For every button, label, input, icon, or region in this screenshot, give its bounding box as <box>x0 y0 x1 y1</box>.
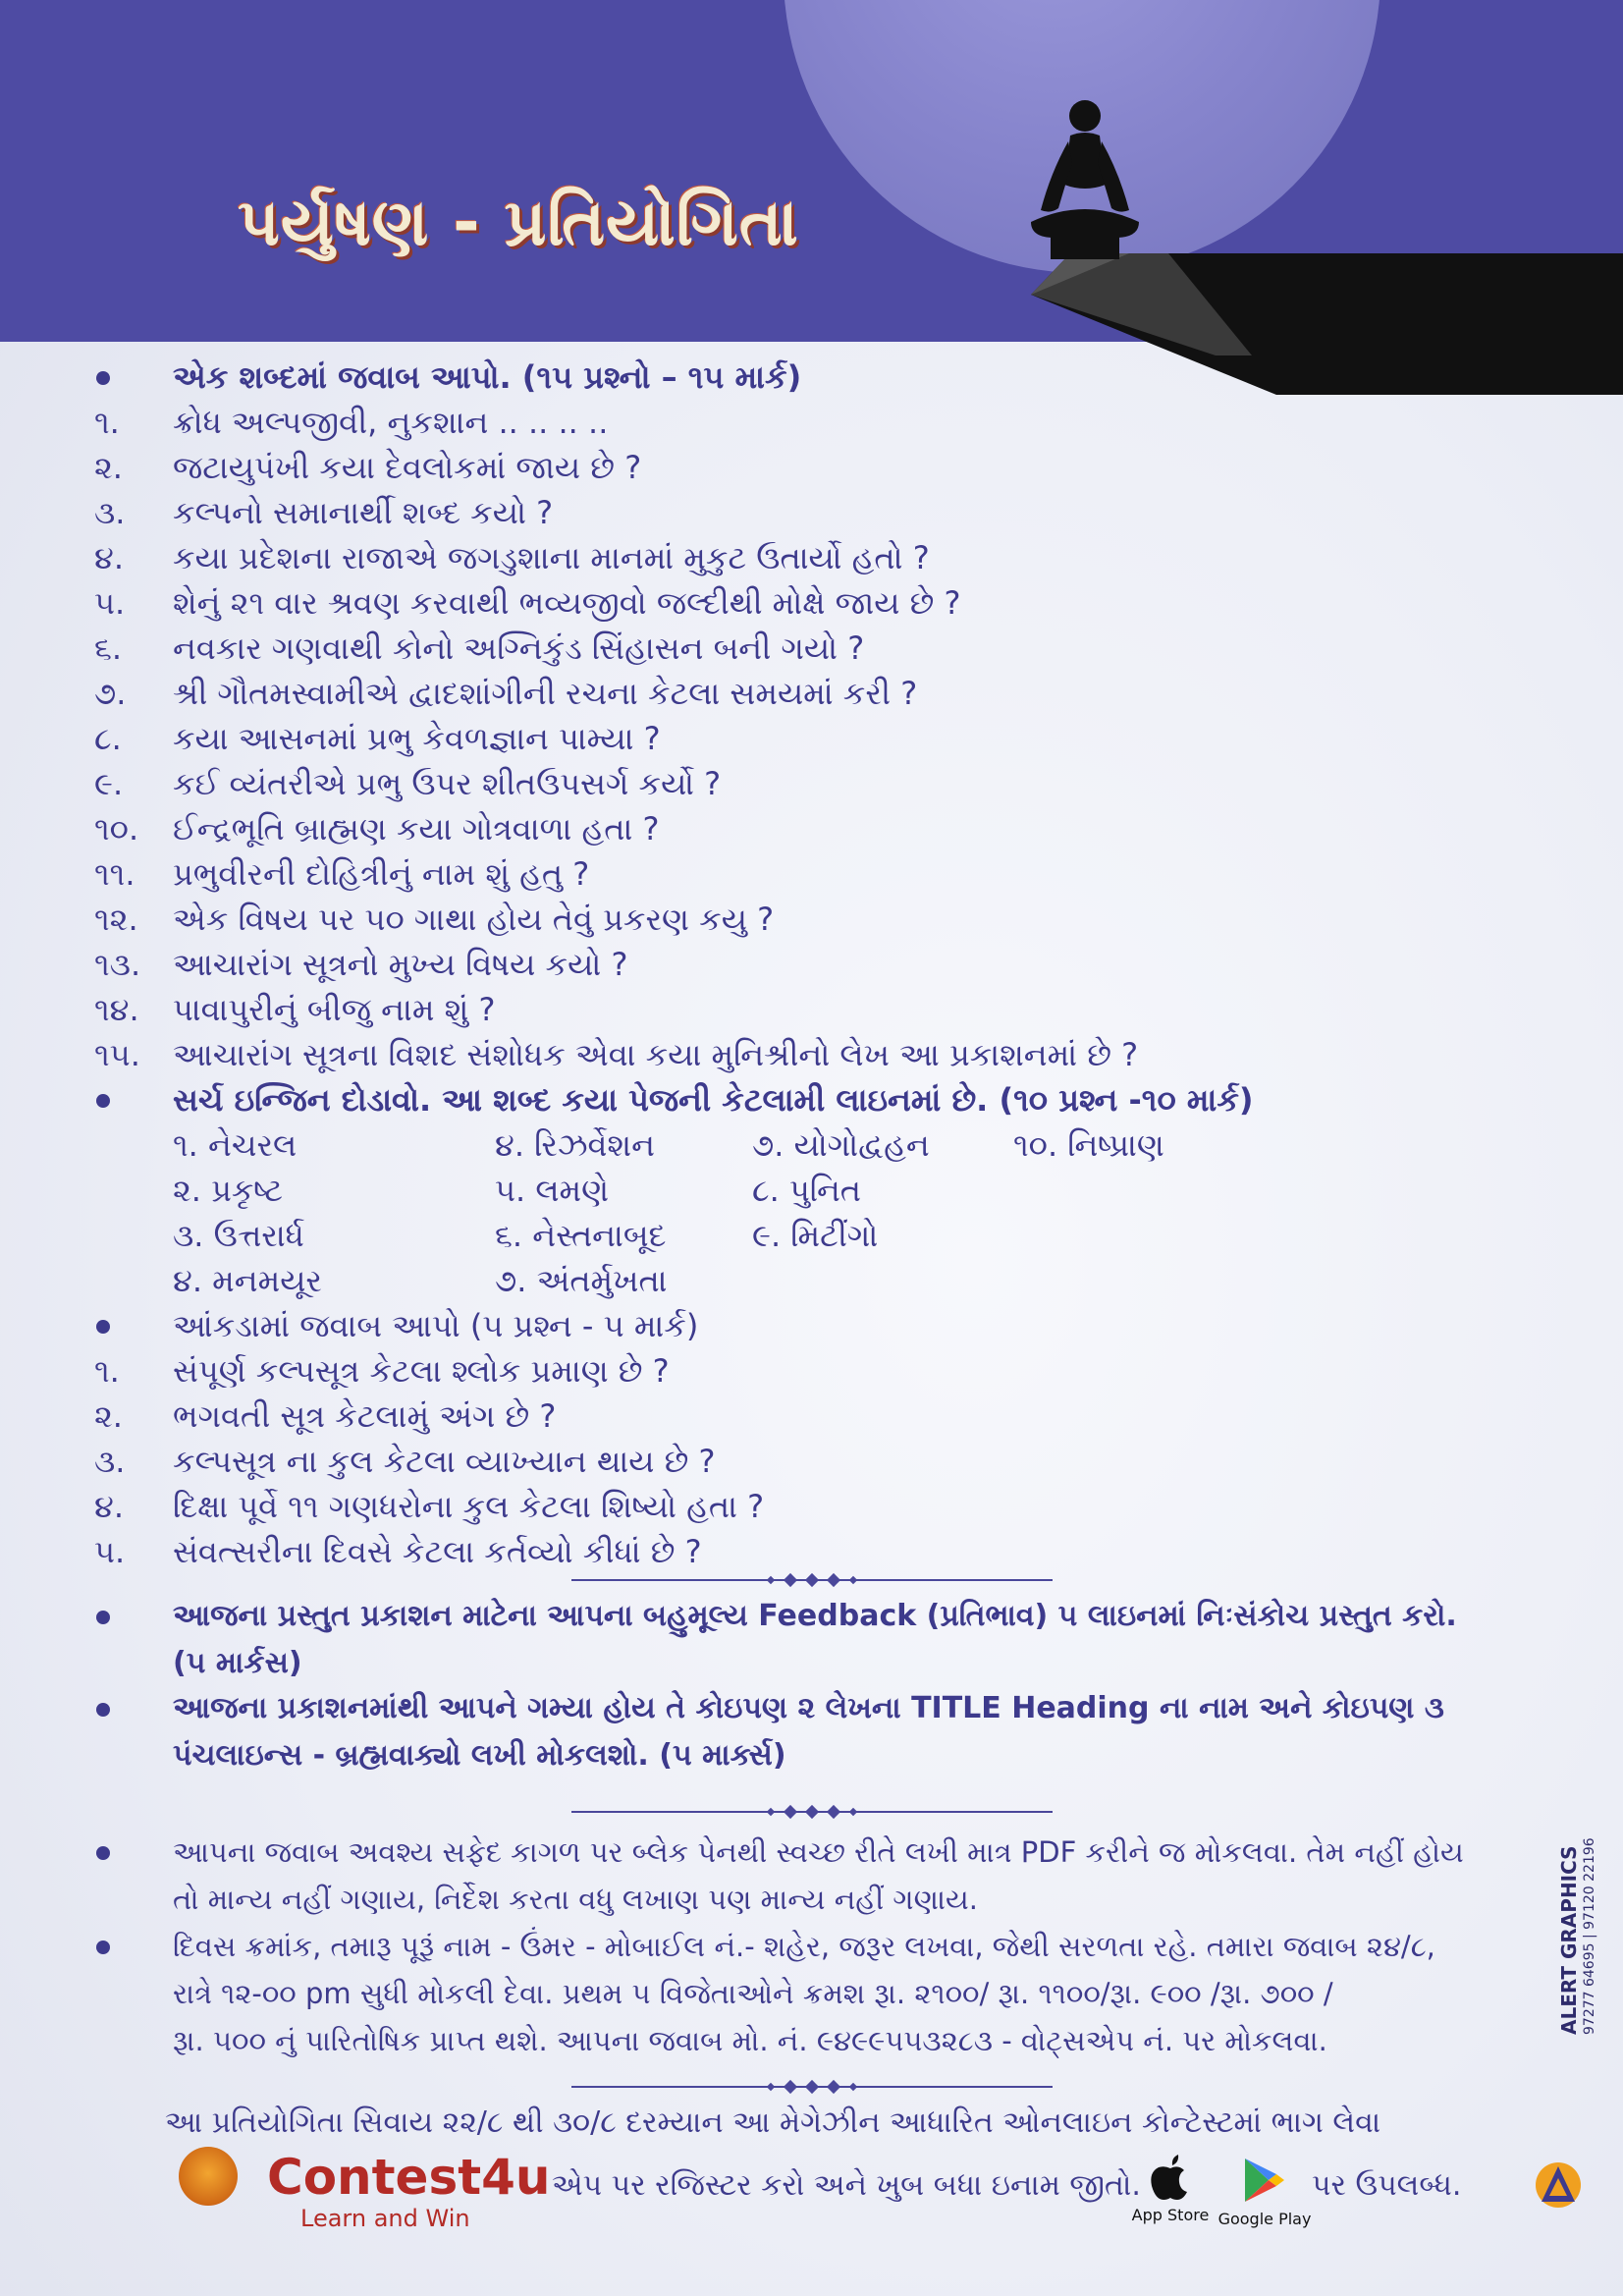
search-word: ૩. ઉત્તરાર્ધ <box>173 1217 304 1254</box>
search-word: ૧૦. નિષ્પ્રાણ <box>1013 1126 1164 1164</box>
search-word: ૬. નેસ્તનાબૂદ <box>495 1217 667 1254</box>
question-number: ૭. <box>94 675 127 712</box>
search-word: ૨. પ્રકૃષ્ટ <box>173 1172 283 1209</box>
promo-text: આ પ્રતિયોગિતા સિવાય ૨૨/૮ થી ૩૦/૮ દરમ્યાન આ મેગેઝીન આધારિત ઓનલાઇન કોન્ટેસ્ટમાં ભાગ લેવા <box>165 2105 1381 2140</box>
question-number: ૬. <box>94 629 123 667</box>
question-text: કઈ વ્યંતરીએ પ્રભુ ઉપર શીતઉપસર્ગ કર્યો ? <box>173 765 722 802</box>
bullet-icon <box>96 1094 110 1108</box>
question-text: શ્રી ગૌતમસ્વામીએ દ્વાદશાંગીની રચના કેટલા સમયમાં કરી ? <box>173 675 918 712</box>
question-text: સંવત્સરીના દિવસે કેટલા કર્તવ્યો કીધાં છે ? <box>173 1533 702 1570</box>
search-word: ૫. લમણે <box>495 1172 610 1209</box>
question-text: જટાયુપંખી કયા દેવલોકમાં જાય છે ? <box>173 449 642 486</box>
question-number: ૧૩. <box>94 946 141 983</box>
question-number: ૧૨. <box>94 901 138 938</box>
question-text: કલ્પસૂત્ર ના કુલ કેટલા વ્યાખ્યાન થાય છે ? <box>173 1443 716 1480</box>
search-word: ૧. નેચરલ <box>173 1126 298 1164</box>
title-heading-marks: પંચલાઇન્સ - બ્રહ્મવાક્યો લખી મોકલશો. (૫ માર્ક્સ) <box>173 1738 786 1773</box>
feedback-text: આજના પ્રસ્તુત પ્રકાશન માટેના આપના બહુમૂલ્ય Feedback (પ્રતિભાવ) ૫ લાઇનમાં નિઃસંકોચ પ્રસ્તુત કરો. <box>173 1599 1457 1633</box>
question-number: ૩. <box>94 494 126 531</box>
section3-heading: આંકડામાં જવાબ આપો (૫ પ્રશ્ન - ૫ માર્ક) <box>173 1307 699 1344</box>
credit-block <box>1557 1837 1598 2035</box>
question-number: ૮. <box>94 720 122 757</box>
instruction-text: રૂા. ૫૦૦ નું પારિતોષિક પ્રાપ્ત થશે. આપના જવાબ મો. નં. ૯૪૯૯૫૫૩૨૮૩ - વોટ્સએપ નં. પર મોકલવા. <box>173 2024 1327 2057</box>
instruction-text: તો માન્ય નહીં ગણાય, નિર્દેશ કરતા વધુ લખાણ પણ માન્ય નહીં ગણાય. <box>173 1883 978 1916</box>
question-number: ૨. <box>94 449 123 486</box>
register-text: એપ પર રજિસ્ટર કરો અને ખુબ બધા ઇનામ જીતો. <box>552 2168 1141 2203</box>
question-number: ૧૧. <box>94 855 135 893</box>
google-play-icon[interactable] <box>1243 2157 1286 2204</box>
section1-heading: એક શબ્દમાં જવાબ આપો. (૧૫ પ્રશ્નો – ૧૫ માર્ક) <box>173 358 802 396</box>
search-word: ૮. પુનિત <box>752 1172 861 1209</box>
bullet-icon <box>96 371 110 385</box>
question-number: ૫. <box>94 584 126 622</box>
instruction-text: આપના જવાબ અવશ્ય સફેદ કાગળ પર બ્લેક પેનથી સ્વચ્છ રીતે લખી માત્ર PDF કરીને જ મોકલવા. તેમ નહીં હોય <box>173 1835 1464 1869</box>
question-text: આચારાંગ સૂત્રના વિશદ સંશોધક એવા કયા મુનિશ્રીનો લેખ આ પ્રકાશનમાં છે ? <box>173 1036 1139 1073</box>
bullet-icon <box>96 1611 110 1624</box>
app-store-label[interactable]: App Store <box>1131 2206 1210 2224</box>
available-text: પર ઉપલબ્ધ. <box>1312 2168 1462 2203</box>
question-text: દિક્ષા પૂર્વે ૧૧ ગણધરોના કુલ કેટલા શિષ્યો હતા ? <box>173 1488 765 1525</box>
feedback-marks: (૫ માર્કસ) <box>173 1646 302 1680</box>
question-number: ૧. <box>94 404 120 441</box>
question-text: કયા આસનમાં પ્રભુ કેવળજ્ઞાન પામ્યા ? <box>173 720 661 757</box>
search-word: ૭. યોગોદ્વહન <box>752 1126 930 1164</box>
title-heading-text: આજના પ્રકાશનમાંથી આપને ગમ્યા હોય તે કોઇપણ ૨ લેખના TITLE Heading ના નામ અને કોઇપણ ૩ <box>173 1691 1444 1725</box>
ornamental-divider <box>571 1573 1053 1587</box>
question-number: ૪. <box>94 1488 125 1525</box>
section2-heading: સર્ચ ઇન્જિન દોડાવો. આ શબ્દ કયા પેજની કેટલામી લાઇનમાં છે. (૧૦ પ્રશ્ન -૧૦ માર્ક) <box>173 1081 1254 1119</box>
question-number: ૫. <box>94 1533 126 1570</box>
search-word: ૭. અંતર્મુખતા <box>495 1262 668 1299</box>
credit-name: ALERT GRAPHICS <box>1557 1845 1581 2035</box>
question-text: પ્રભુવીરની દોહિત્રીનું નામ શું હતુ ? <box>173 855 590 893</box>
question-text: ભગવતી સૂત્ર કેટલામું અંગ છે ? <box>173 1397 557 1435</box>
question-number: ૩. <box>94 1443 126 1480</box>
instruction-text: દિવસ ક્રમાંક, તમારૂ પૂરૂં નામ - ઉંમર - મોબાઈલ નં.- શહેર, જરૂર લખવા, જેથી સરળતા રહે. તમારા જવાબ ૨૪/૮, <box>173 1930 1435 1963</box>
ornamental-divider <box>571 1805 1053 1819</box>
search-word: ૪. રિઝર્વેશન <box>495 1126 655 1164</box>
alert-graphics-logo-icon <box>1534 2160 1583 2210</box>
bullet-icon <box>96 1846 110 1860</box>
question-text: શેનું ૨૧ વાર શ્રવણ કરવાથી ભવ્યજીવો જલ્દીથી મોક્ષે જાય છે ? <box>173 584 961 622</box>
question-text: આચારાંગ સૂત્રનો મુખ્ય વિષય કયો ? <box>173 946 628 983</box>
question-text: પાવાપુરીનું બીજુ નામ શું ? <box>173 991 496 1028</box>
brand-tagline: Learn and Win <box>300 2205 470 2232</box>
question-number: ૯. <box>94 765 124 802</box>
brand-name: Contest4u <box>267 2149 551 2206</box>
apple-icon[interactable] <box>1149 2151 1192 2202</box>
question-text: સંપૂર્ણ કલ્પસૂત્ર કેટલા શ્લોક પ્રમાણ છે ? <box>173 1352 670 1390</box>
credit-phone: 97277 64695 | 97120 22196 <box>1582 1837 1597 2035</box>
instruction-text: રાત્રે ૧૨-૦૦ pm સુધી મોકલી દેવા. પ્રથમ ૫ વિજેતાઓને ક્રમશ રૂા. ૨૧૦૦/ રૂા. ૧૧૦૦/રૂા. ૯૦૦ /રૂા. ૭૦૦ / <box>173 1977 1333 2010</box>
google-play-label[interactable]: Google Play <box>1217 2210 1312 2228</box>
page-title: પર્યુષણ - પ્રતિયોગિતા <box>238 185 799 260</box>
question-number: ૪. <box>94 539 125 576</box>
question-text: ક્રોધ અલ્પજીવી, નુકશાન .. .. .. .. <box>173 404 609 441</box>
question-text: કલ્પનો સમાનાર્થી શબ્દ કયો ? <box>173 494 554 531</box>
question-text: કયા પ્રદેશના રાજાએ જગડુશાના માનમાં મુકુટ ઉતાર્યો હતો ? <box>173 539 930 576</box>
question-text: એક વિષય પર ૫૦ ગાથા હોય તેવું પ્રકરણ કયુ ? <box>173 901 775 938</box>
question-number: ૧૫. <box>94 1036 140 1073</box>
ornamental-divider <box>571 2080 1053 2094</box>
rooftop-graphic <box>0 0 1623 403</box>
question-text: ઈન્દ્રભૂતિ બ્રાહ્મણ કયા ગોત્રવાળા હતા ? <box>173 810 660 847</box>
bullet-icon <box>96 1941 110 1954</box>
search-word: ૪. મનમયૂર <box>173 1262 322 1299</box>
question-text: નવકાર ગણવાથી કોનો અગ્નિકુંડ સિંહાસન બની ગયો ? <box>173 629 865 667</box>
search-word: ૯. મિટીંગો <box>752 1217 879 1254</box>
question-number: ૧. <box>94 1352 120 1390</box>
question-number: ૨. <box>94 1397 123 1435</box>
question-number: ૧૦. <box>94 810 139 847</box>
bullet-icon <box>96 1703 110 1717</box>
question-number: ૧૪. <box>94 991 139 1028</box>
meditating-figure-icon <box>1021 94 1149 261</box>
bullet-icon <box>96 1320 110 1334</box>
contest4u-logo-icon <box>179 2147 238 2206</box>
